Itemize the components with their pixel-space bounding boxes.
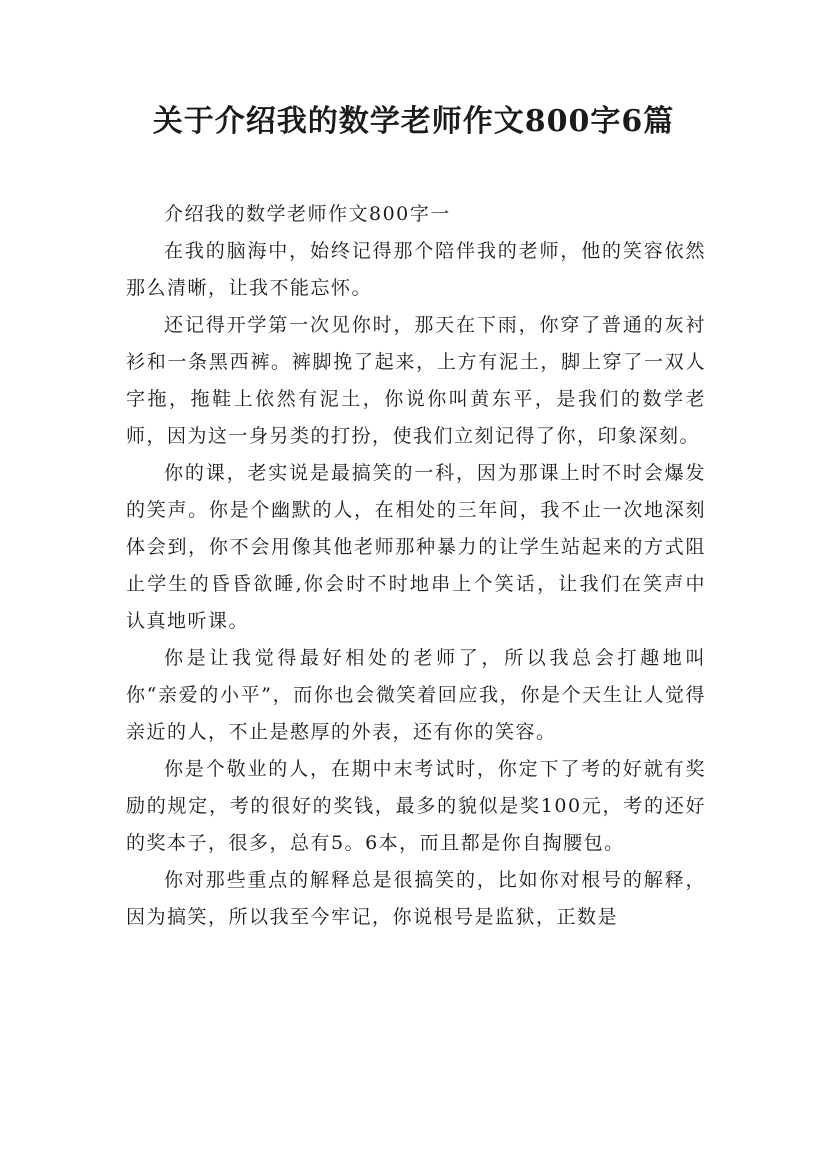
paragraph: 你对那些重点的解释总是很搞笑的，比如你对根号的解释，因为搞笑，所以我至今牢记，你说根号是监狱，正数是 <box>126 869 706 928</box>
paragraph: 你的课，老实说是最搞笑的一科，因为那课上时不时会爆发的笑声。你是个幽默的人，在相处的三年间，我不止一次地深刻体会到，你不会用像其他老师那种暴力的让学生站起来的方式阻止学生的昏昏欲睡,你会时不时地串上个笑话，让我们在笑声中认真地听课。 <box>126 462 706 632</box>
paragraph: 你是让我觉得最好相处的老师了，所以我总会打趣地叫你“亲爱的小平”，而你也会微笑着回应我，你是个天生让人觉得亲近的人，不止是憨厚的外表，还有你的笑容。 <box>126 647 706 743</box>
paragraph: 你是个敬业的人，在期中末考试时，你定下了考的好就有奖励的规定，考的很好的奖钱，最多的貌似是奖100元，考的还好的奖本子，很多，总有5。6本，而且都是你自掏腰包。 <box>126 758 706 854</box>
paragraph: 在我的脑海中，始终记得那个陪伴我的老师，他的笑容依然那么清晰，让我不能忘怀。 <box>126 240 706 299</box>
section-heading: 介绍我的数学老师作文800字一 <box>164 203 451 225</box>
paragraph: 还记得开学第一次见你时，那天在下雨，你穿了普通的灰衬衫和一条黑西裤。裤脚挽了起来，上方有泥土，脚上穿了一双人字拖，拖鞋上依然有泥土，你说你叫黄东平，是我们的数学老师，因为这一身另类的打扮，使我们立刻记得了你，印象深刻。 <box>126 314 706 447</box>
document-body <box>126 196 706 936</box>
document-title: 关于介绍我的数学老师作文800字6篇 <box>152 104 675 139</box>
